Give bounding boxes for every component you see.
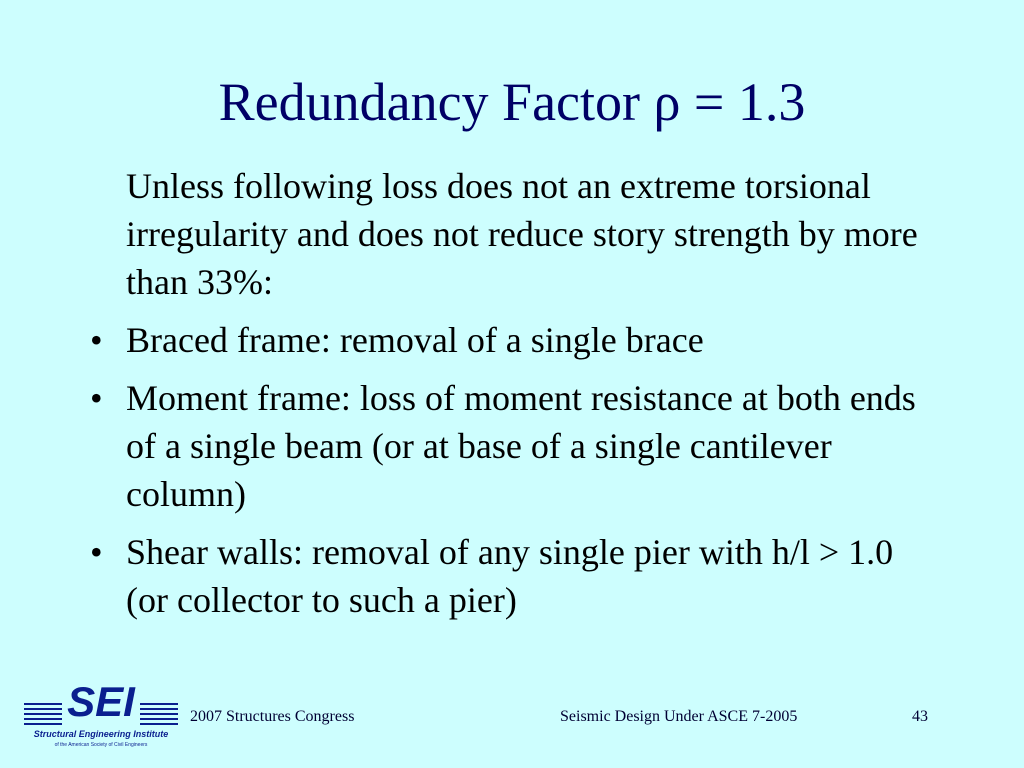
bullet-item-moment-frame: [90, 374, 920, 518]
bullet-icon: •: [90, 320, 103, 360]
logo-acronym: SEI: [67, 678, 135, 725]
slide-title: Redundancy Factor ρ = 1.3: [218, 72, 806, 132]
intro-paragraph: Unless following loss does not an extreme torsional irregularity and does not reduce story strength by more than 33%:: [126, 166, 918, 302]
footer-page-number: 43: [912, 708, 928, 725]
slide-body: [90, 162, 920, 634]
bullet-icon: •: [90, 532, 103, 572]
bullet-text: Moment frame: loss of moment resistance at both ends of a single beam (or at base of a single cantilever column): [126, 378, 916, 514]
footer-conference: 2007 Structures Congress: [190, 708, 355, 725]
bullet-icon: •: [90, 378, 103, 418]
bullet-text: Braced frame: removal of a single brace: [126, 320, 704, 360]
footer-topic: Seismic Design Under ASCE 7-2005: [560, 708, 798, 725]
sei-logo-graphic: [22, 676, 180, 734]
bullet-list: [90, 316, 920, 624]
sei-logo: [22, 676, 180, 754]
logo-name: Structural Engineering Institute: [33, 729, 169, 739]
bullet-item-shear-walls: [90, 528, 920, 624]
logo-subtitle: of the American Society of Civil Engineers: [54, 742, 148, 748]
bullet-text: Shear walls: removal of any single pier with h/l > 1.0 (or collector to such a pier): [126, 532, 894, 620]
bullet-item-braced-frame: [90, 316, 920, 364]
